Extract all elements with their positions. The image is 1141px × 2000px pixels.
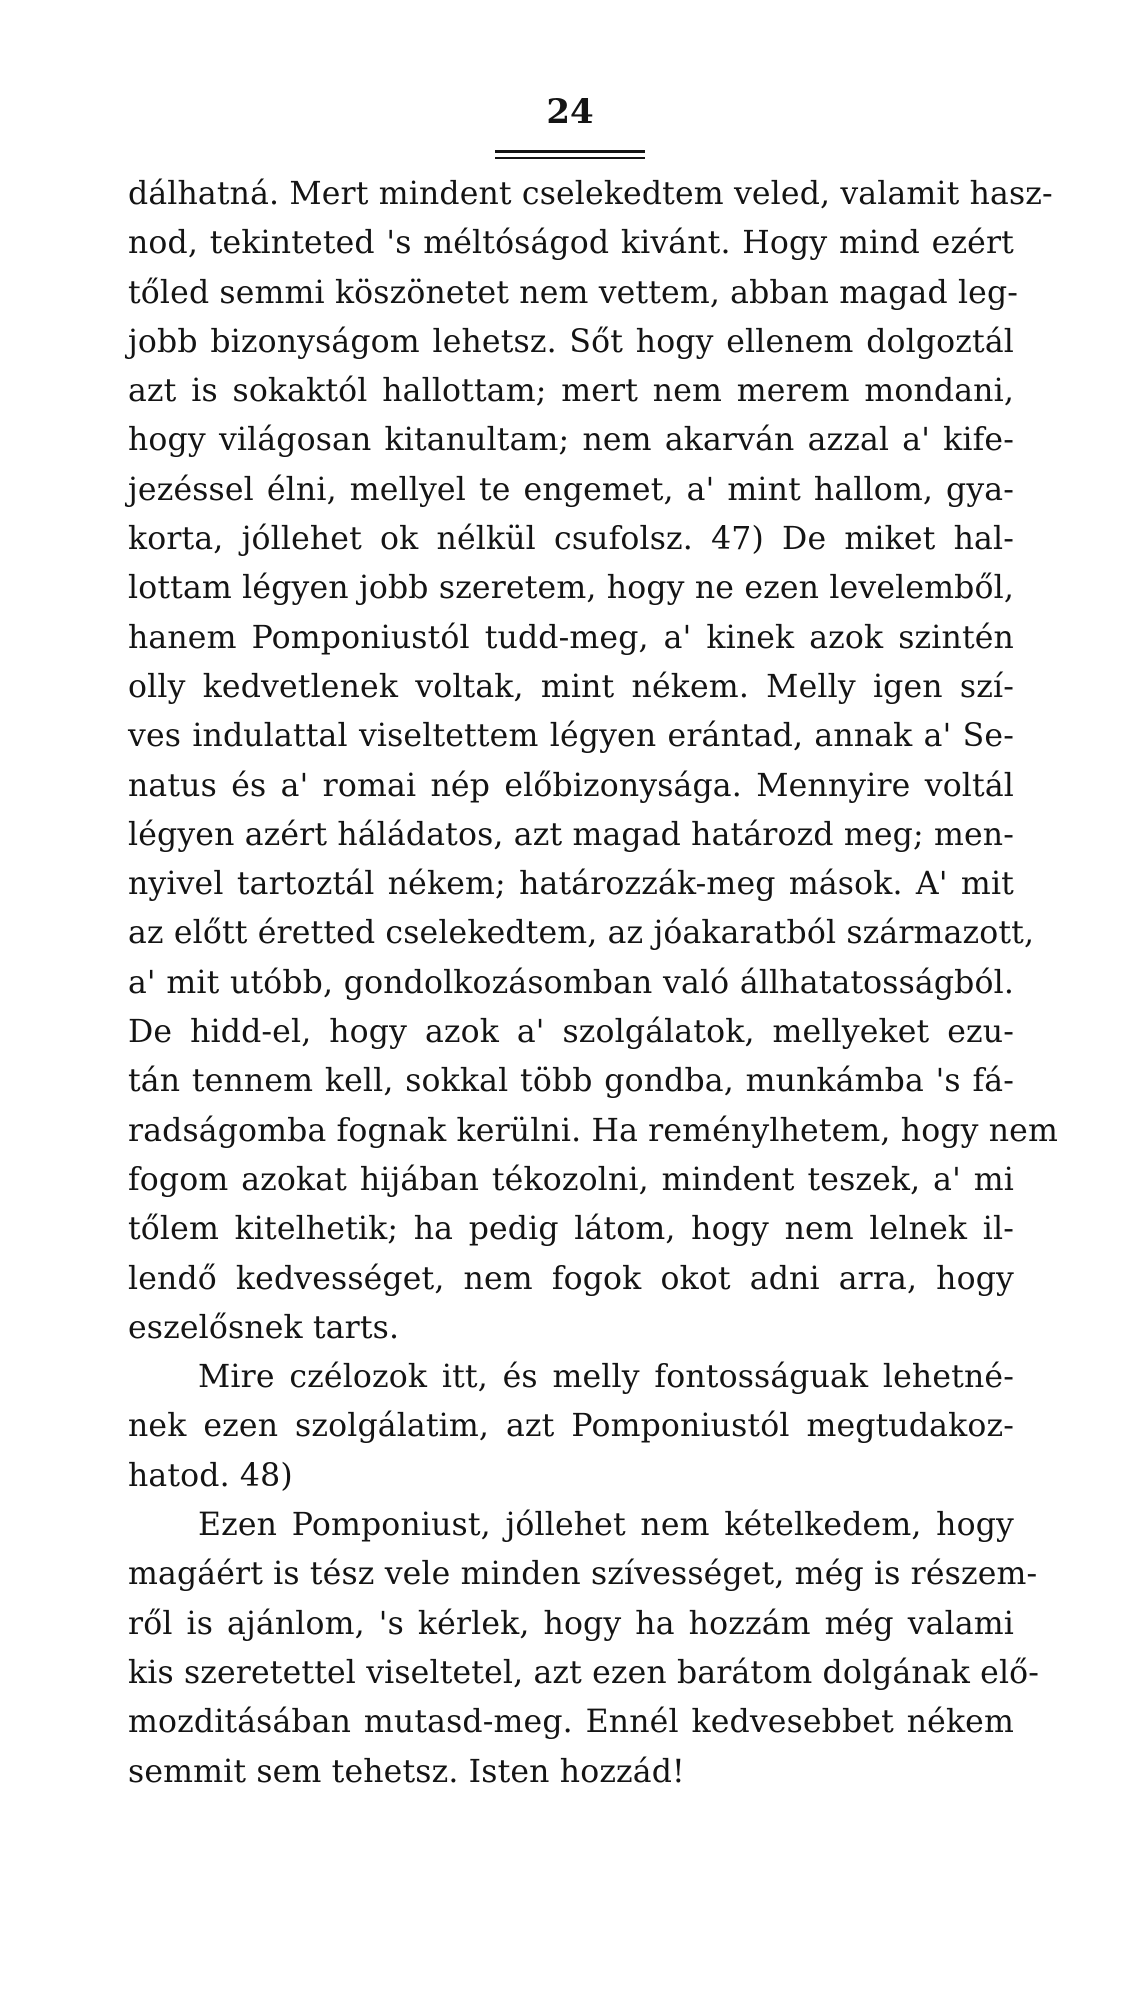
text-line: Ezen Pomponiust, jóllehet nem kételkedem, hogy [198,1507,1014,1544]
text-line: tőled semmi köszönetet nem vettem, abban magad leg- [128,274,1019,311]
text-line: hatod. 48) [128,1457,293,1494]
body-text [128,170,1058,1797]
text-line: dálhatná. Mert mindent cselekedtem veled, valamit hasz- [128,176,1053,212]
text-line: tán tennem kell, sokkal több gondba, munkámba 's fá- [128,1063,1014,1100]
text-line: eszelősnek tarts. [128,1309,400,1346]
text-line: ves indulattal viseltettem légyen erántad, annak a' Se- [128,718,1014,755]
text-line: kis szeretettel viseltetel, azt ezen barátom dolgának elő- [128,1654,1040,1691]
text-line: semmit sem tehetsz. Isten hozzád! [128,1753,685,1790]
text-line: De hidd-el, hogy azok a' szolgálatok, mellyeket ezu- [128,1014,1014,1051]
text-line: lottam légyen jobb szeretem, hogy ne ezen levelemből, [128,570,1014,607]
text-line: jobb bizonyságom lehetsz. Sőt hogy ellenem dolgoztál [128,323,1014,360]
text-line: ről is ajánlom, 's kérlek, hogy ha hozzám még valami [128,1605,1014,1642]
text-line: hogy világosan kitanultam; nem akarván azzal a' kife- [128,422,1014,459]
text-line: korta, jóllehet ok nélkül csufolsz. 47) De miket hal- [128,521,1014,558]
text-line: fogom azokat hijában tékozolni, mindent teszek, a' mi [128,1161,1014,1198]
text-line: az előtt éretted cselekedtem, az jóakaratból származott, [128,915,1035,952]
text-line: lendő kedvességet, nem fogok okot adni arra, hogy [128,1260,1014,1297]
page-number: 24 [546,92,594,132]
text-line: mozditásában mutasd-meg. Ennél kedvesebbet nékem [128,1704,1014,1741]
text-line: olly kedvetlenek voltak, mint nékem. Melly igen szí- [128,668,1014,705]
text-line: radságomba fognak kerülni. Ha reménylhetem, hogy nem [128,1112,1058,1149]
text-line: nod, tekinteted 's méltóságod kivánt. Hogy mind ezért [128,225,1014,262]
text-line: natus és a' romai nép előbizonysága. Mennyire voltál [128,767,1014,804]
text-line: légyen azért háládatos, azt magad határozd meg; men- [128,816,1014,853]
text-line: jezéssel élni, mellyel te engemet, a' mint hallom, gya- [128,471,1014,508]
text-line: a' mit utóbb, gondolkozásomban való állhatatosságból. [128,964,1014,1001]
text-line: Mire czélozok itt, és melly fontosságuak lehetné- [198,1359,1014,1396]
header-rule [495,150,645,153]
text-line: azt is sokaktól hallottam; mert nem merem mondani, [128,373,1014,410]
text-line: magáért is tész vele minden szívességet, még is részem- [128,1556,1038,1593]
text-line: nyivel tartoztál nékem; határozzák-meg mások. A' mit [128,866,1014,903]
text-line: tőlem kitelhetik; ha pedig látom, hogy nem lelnek il- [128,1211,1014,1248]
header-rule-double [495,157,645,159]
text-line: hanem Pomponiustól tudd-meg, a' kinek azok szintén [128,619,1014,656]
text-line: nek ezen szolgálatim, azt Pomponiustól megtudakoz- [128,1408,1014,1445]
